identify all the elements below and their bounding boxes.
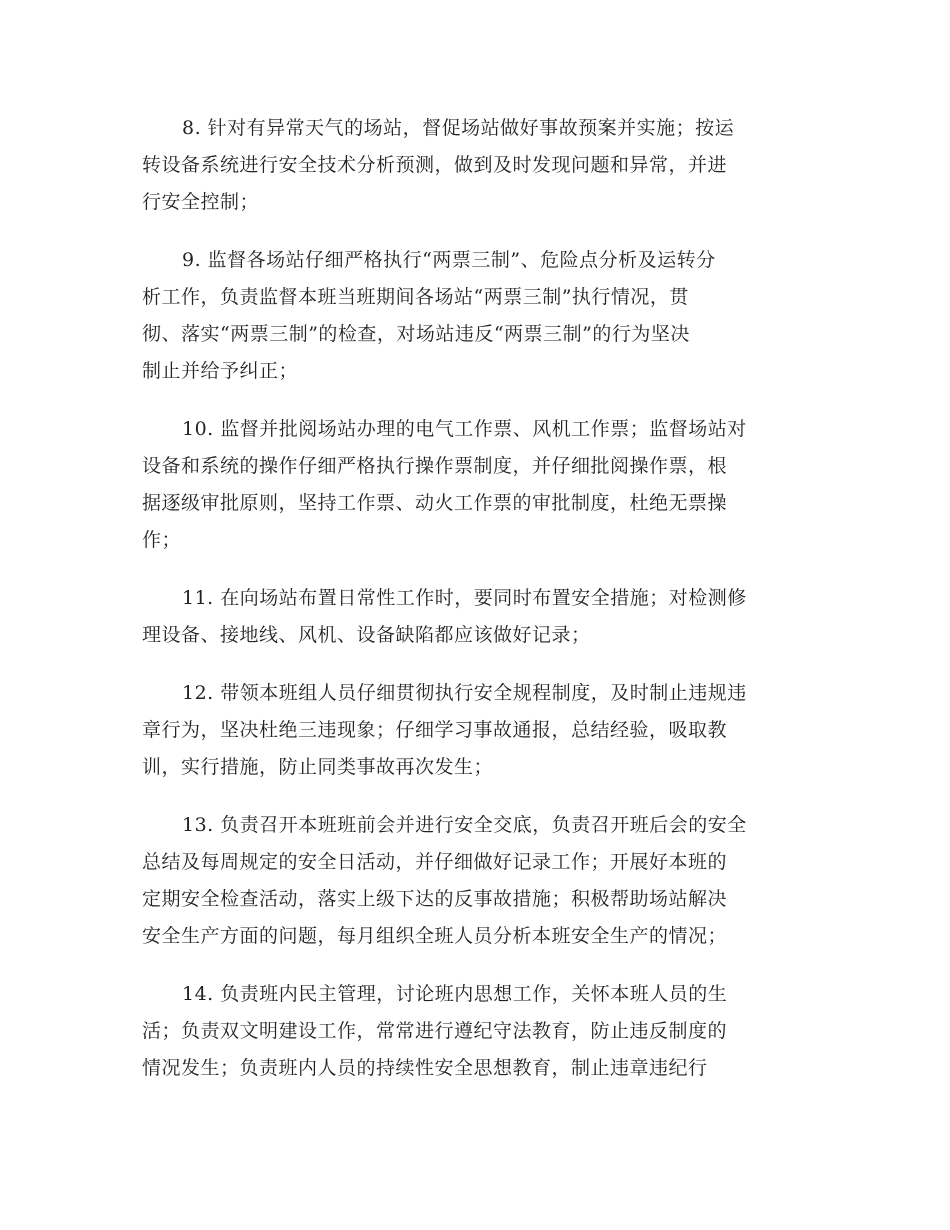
paragraph-line: 12. 带领本班组人员仔细贯彻执行安全规程制度，及时制止违规违	[182, 682, 747, 704]
paragraph-line: 定期安全检查活动，落实上级下达的反事故措施；积极帮助场站解决	[142, 888, 728, 910]
paragraph-line: 据逐级审批原则，坚持工作票、动火工作票的审批制度，杜绝无票操	[142, 492, 728, 514]
paragraph-line: 总结及每周规定的安全日活动，并仔细做好记录工作；开展好本班的	[142, 851, 728, 873]
document-body	[142, 110, 808, 1108]
paragraph-line: 作；	[142, 529, 182, 551]
paragraph-line: 9. 监督各场站仔细严格执行“两票三制”、危险点分析及运转分	[182, 249, 716, 271]
paragraph-item-8	[142, 110, 808, 221]
paragraph-item-12	[142, 675, 808, 786]
paragraph-line: 情况发生；负责班内人员的持续性安全思想教育，制止违章违纪行	[142, 1057, 708, 1079]
paragraph-line: 行安全控制；	[142, 191, 260, 213]
paragraph-line: 8. 针对有异常天气的场站，督促场站做好事故预案并实施；按运	[182, 117, 735, 139]
paragraph-line: 训，实行措施，防止同类事故再次发生；	[142, 756, 494, 778]
paragraph-line: 11. 在向场站布置日常性工作时，要同时布置安全措施；对检测修	[182, 587, 747, 609]
paragraph-line: 转设备系统进行安全技术分析预测，做到及时发现问题和异常，并进	[142, 154, 728, 176]
paragraph-item-11	[142, 580, 808, 654]
paragraph-item-13	[142, 807, 808, 955]
paragraph-item-9	[142, 242, 808, 390]
paragraph-line: 理设备、接地线、风机、设备缺陷都应该做好记录；	[142, 624, 591, 646]
paragraph-line: 10. 监督并批阅场站办理的电气工作票、风机工作票；监督场站对	[182, 418, 747, 440]
paragraph-line: 活；负责双文明建设工作，常常进行遵纪守法教育，防止违反制度的	[142, 1020, 728, 1042]
paragraph-line: 14. 负责班内民主管理，讨论班内思想工作，关怀本班人员的生	[182, 983, 728, 1005]
paragraph-line: 13. 负责召开本班班前会并进行安全交底，负责召开班后会的安全	[182, 814, 747, 836]
paragraph-line: 制止并给予纠正；	[142, 360, 299, 382]
paragraph-line: 安全生产方面的问题，每月组织全班人员分析本班安全生产的情况；	[142, 925, 728, 947]
paragraph-item-10	[142, 411, 808, 559]
paragraph-line: 章行为，坚决杜绝三违现象；仔细学习事故通报，总结经验，吸取教	[142, 719, 728, 741]
paragraph-line: 析工作，负责监督本班当班期间各场站“两票三制”执行情况，贯	[142, 286, 689, 308]
paragraph-line: 设备和系统的操作仔细严格执行操作票制度，并仔细批阅操作票，根	[142, 455, 728, 477]
paragraph-item-14	[142, 976, 808, 1087]
paragraph-line: 彻、落实“两票三制”的检查，对场站违反“两票三制”的行为坚决	[142, 323, 690, 345]
